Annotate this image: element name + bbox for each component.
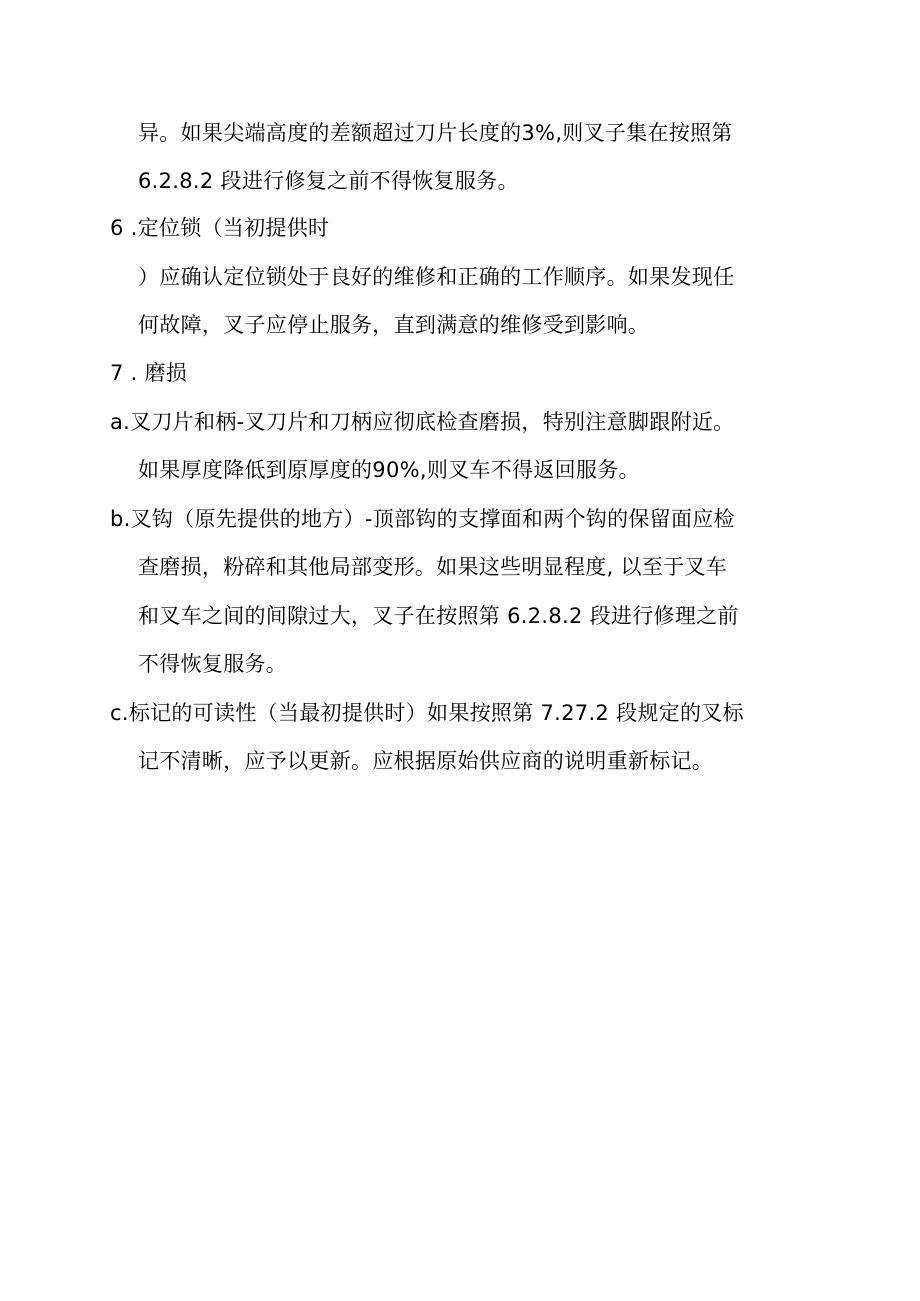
section-heading-7: 7 . 磨损 [110,361,188,385]
section-heading-6: 6 .定位锁（当初提供时 [110,216,330,240]
list-item-b: b.叉钩（原先提供的地方）-顶部钩的支撑面和两个钩的保留面应检 [110,507,735,531]
paragraph-line: 何故障，叉子应停止服务，直到满意的维修受到影响。 [138,313,650,337]
paragraph-line: 和叉车之间的间隙过大，叉子在按照第 6.2.8.2 段进行修理之前 [138,604,739,628]
paragraph-line: 如果厚度降低到原厚度的90%,则叉车不得返回服务。 [138,458,640,482]
paragraph-line: 记不清晰，应予以更新。应根据原始供应商的说明重新标记。 [138,749,714,773]
paragraph-line: 不得恢复服务。 [138,652,288,676]
paragraph-line: ）应确认定位锁处于良好的维修和正确的工作顺序。如果发现任 [138,265,735,289]
list-item-c: c.标记的可读性（当最初提供时）如果按照第 7.27.2 段规定的叉标 [110,701,744,725]
paragraph-line: 查磨损，粉碎和其他局部变形。如果这些明显程度, 以至于叉车 [138,555,728,579]
list-item-a: a.叉刀片和柄-叉刀片和刀柄应彻底检查磨损，特别注意脚跟附近。 [110,410,735,434]
paragraph-line: 6.2.8.2 段进行修复之前不得恢复服务。 [138,169,519,193]
paragraph-line: 异。如果尖端高度的差额超过刀片长度的3%,则叉子集在按照第 [138,121,733,145]
